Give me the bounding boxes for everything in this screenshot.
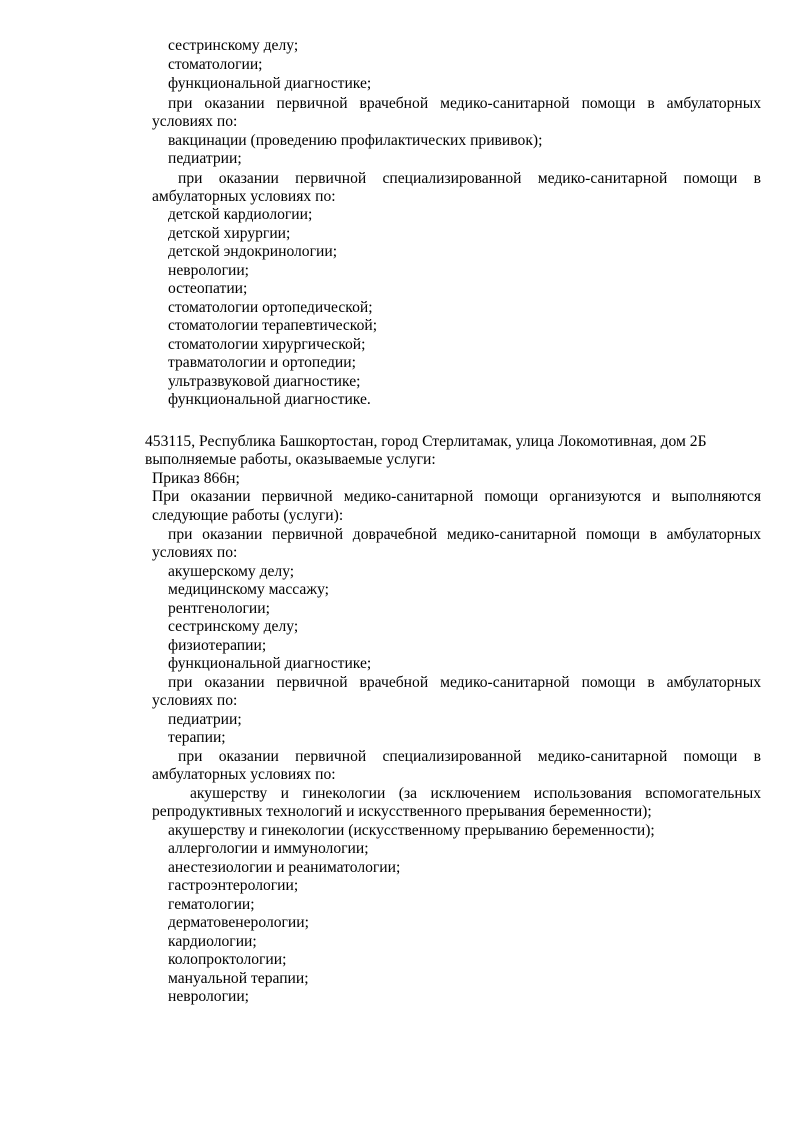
- list-item: детской кардиологии;: [168, 206, 313, 223]
- list-item: терапии;: [168, 729, 226, 746]
- section-heading-cont: условиях по:: [152, 113, 238, 130]
- section-heading: при оказании первичной врачебной медико-санитарной помощи в амбулаторных: [168, 95, 761, 112]
- section-heading: при оказании первичной специализированной медико-санитарной помощи в: [178, 170, 761, 187]
- list-item: кардиологии;: [168, 933, 257, 950]
- list-item: гематологии;: [168, 896, 255, 913]
- list-item: дерматовенерологии;: [168, 914, 309, 931]
- list-item: педиатрии;: [168, 150, 242, 167]
- section-heading-cont: амбулаторных условиях по:: [152, 188, 336, 205]
- list-item: функциональной диагностике.: [168, 391, 371, 408]
- list-item: детской эндокринологии;: [168, 243, 338, 260]
- list-item: детской хирургии;: [168, 225, 291, 242]
- list-item: мануальной терапии;: [168, 970, 309, 987]
- list-item: сестринскому делу;: [168, 618, 299, 635]
- intro-paragraph-cont: следующие работы (услуги):: [152, 507, 344, 524]
- order-reference: Приказ 866н;: [152, 470, 240, 487]
- intro-paragraph: При оказании первичной медико-санитарной помощи организуются и выполняются: [152, 488, 761, 505]
- section-heading-cont: амбулаторных условиях по:: [152, 766, 336, 783]
- list-item: акушерству и гинекологии (за исключением использования вспомогательных: [190, 785, 761, 802]
- list-item: функциональной диагностике;: [168, 75, 372, 92]
- list-item: колопроктологии;: [168, 951, 287, 968]
- section-heading: при оказании первичной врачебной медико-санитарной помощи в амбулаторных: [168, 674, 761, 691]
- section-heading-cont: условиях по:: [152, 692, 238, 709]
- list-item: стоматологии ортопедической;: [168, 299, 373, 316]
- section-heading-cont: условиях по:: [152, 544, 238, 561]
- list-item: вакцинации (проведению профилактических прививок);: [168, 132, 543, 149]
- list-item: сестринскому делу;: [168, 37, 299, 54]
- list-item: медицинскому массажу;: [168, 581, 330, 598]
- list-item: стоматологии терапевтической;: [168, 317, 378, 334]
- address: 453115, Республика Башкортостан, город Стерлитамак, улица Локомотивная, дом 2Б: [145, 433, 707, 450]
- works-label: выполняемые работы, оказываемые услуги:: [145, 451, 436, 468]
- list-item: неврологии;: [168, 262, 250, 279]
- list-item: акушерскому делу;: [168, 563, 295, 580]
- section-heading: при оказании первичной доврачебной медико-санитарной помощи в амбулаторных: [168, 526, 761, 543]
- list-item: неврологии;: [168, 988, 250, 1005]
- list-item: гастроэнтерологии;: [168, 877, 299, 894]
- list-item: ультразвуковой диагностике;: [168, 373, 361, 390]
- list-item: остеопатии;: [168, 280, 248, 297]
- section-heading: при оказании первичной специализированной медико-санитарной помощи в: [178, 748, 761, 765]
- list-item: стоматологии;: [168, 56, 263, 73]
- list-item: функциональной диагностике;: [168, 655, 372, 672]
- list-item: аллергологии и иммунологии;: [168, 840, 369, 857]
- list-item: стоматологии хирургической;: [168, 336, 366, 353]
- list-item: акушерству и гинекологии (искусственному прерыванию беременности);: [168, 822, 655, 839]
- list-item: анестезиологии и реаниматологии;: [168, 859, 401, 876]
- list-item: травматологии и ортопедии;: [168, 354, 356, 371]
- list-item: рентгенологии;: [168, 600, 270, 617]
- list-item: физиотерапии;: [168, 637, 267, 654]
- list-item: педиатрии;: [168, 711, 242, 728]
- list-item-cont: репродуктивных технологий и искусственного прерывания беременности);: [152, 803, 652, 820]
